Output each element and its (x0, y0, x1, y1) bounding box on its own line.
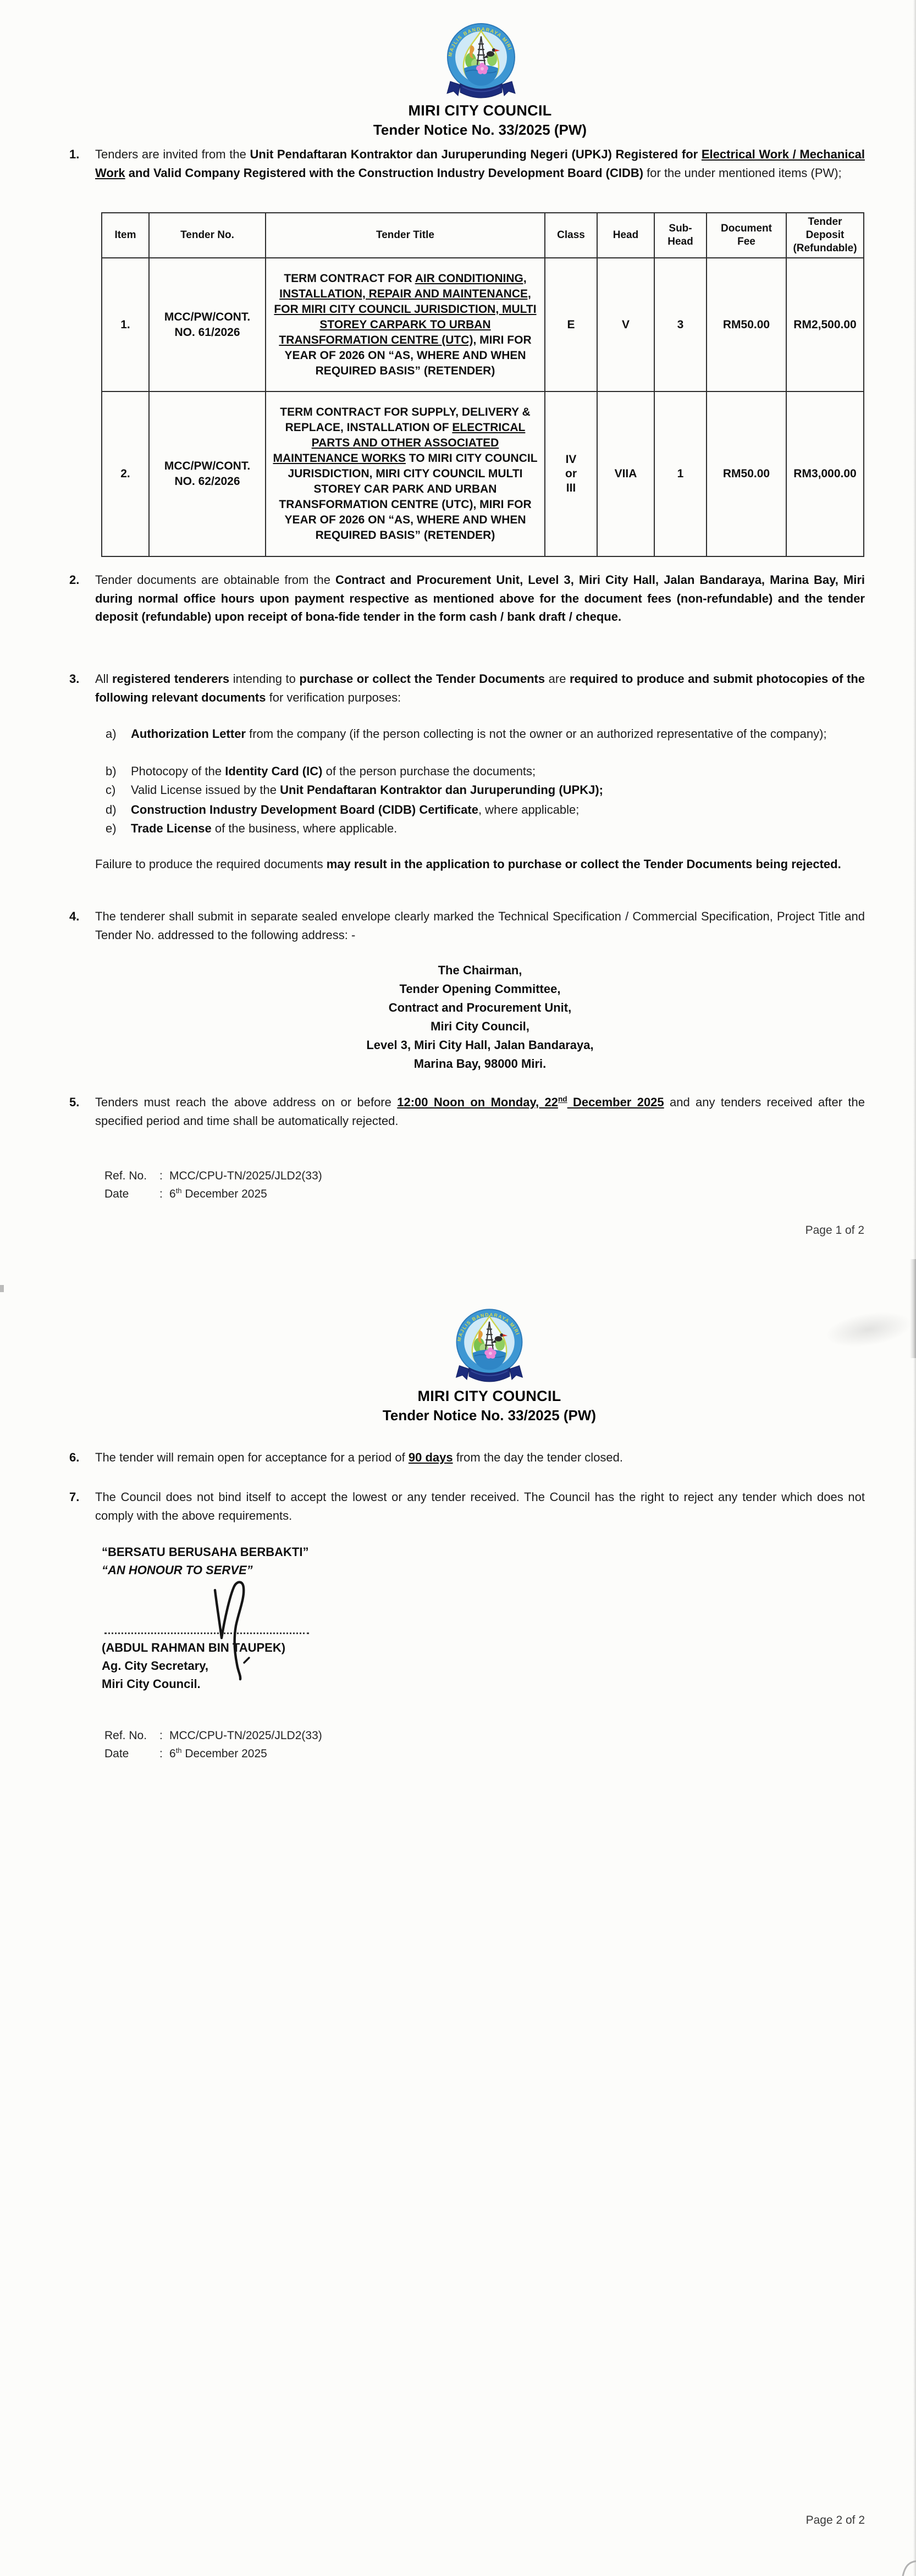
col-header-class: Class (545, 213, 597, 258)
ordinal-superscript: nd (558, 1095, 567, 1104)
title-run-underline: AIR CONDITIONING, INSTALLATION, REPAIR AND MAINTENANCE, FOR MIRI CITY COUNCIL JURISDICTION, MULTI STOREY CARPARK TO URBAN TRANSFORMATION CENTRE (UTC), (274, 272, 537, 346)
signatory-name: (ABDUL RAHMAN BIN TAUPEK) (102, 1641, 286, 1654)
ref-value: MCC/CPU-TN/2025/JLD2(33) (169, 1729, 322, 1742)
reference-block-page1 (104, 1167, 322, 1203)
miri-city-council-crest-logo (446, 1308, 532, 1388)
cell-tender-deposit: RM3,000.00 (786, 391, 864, 556)
title-run-underline: ELECTRICAL PARTS AND OTHER ASSOCIATED MAINTENANCE WORKS (273, 421, 526, 465)
signature-scribble (202, 1574, 257, 1686)
paragraph-number: 2. (69, 573, 80, 587)
address-line: Marina Bay, 98000 Miri. (413, 1057, 547, 1071)
text-run: The Council does not bind itself to accept the lowest or any tender received. The Council has the right to reject any tender which does not comply with the above requirements. (95, 1490, 865, 1523)
notice-title: Tender Notice No. 33/2025 (PW) (373, 122, 587, 138)
paragraph-number: 1. (69, 147, 80, 161)
text-run: The tender will remain open for acceptance for a period of (95, 1450, 409, 1464)
text-run: The tenderer shall submit in separate sealed envelope clearly marked the Technical Specification / Commercial Specification, Project Title and Tender No. addressed to the following address: - (95, 909, 865, 942)
text-run-bold: Contract and Procurement Unit, Level 3, Miri City Hall, Jalan Bandaraya, Marina Bay, Miri during normal office hours upon payment respective as mentioned above for the document fees (non-refundable) and the tender deposit (refundable) upon receipt of bona-fide tender in the form cash / bank draft / cheque. (95, 573, 865, 624)
text-run: intending to (229, 672, 300, 686)
cell-tender-no: MCC/PW/CONT. NO. 62/2026 (149, 391, 266, 556)
tender-items-table (101, 212, 864, 557)
deadline-bold-underline: December 2025 (567, 1095, 664, 1109)
text-run-bold: required to produce and submit photocopies of the following relevant documents (95, 672, 865, 704)
table-header-row (102, 213, 864, 258)
date-label: Date (104, 1747, 129, 1760)
cell-class (545, 258, 597, 391)
date-value (169, 1185, 267, 1203)
reference-block-page2 (104, 1726, 322, 1763)
cell-item: 2. (102, 391, 149, 556)
cell-tender-no: MCC/PW/CONT. NO. 61/2026 (149, 258, 266, 391)
cell-tender-title (266, 391, 545, 556)
signatory-title: Ag. City Secretary, (102, 1659, 209, 1673)
col-header-document-fee: Document Fee (707, 213, 786, 258)
signatory-block (102, 1639, 285, 1693)
paragraph-5 (69, 1093, 865, 1130)
text-run: , where applicable; (478, 803, 580, 817)
cell-class (545, 391, 597, 556)
ref-colon: : (159, 1747, 163, 1760)
class-line: E (567, 318, 575, 331)
motto-malay: “BERSATU BERUSAHA BERBAKTI” (102, 1545, 309, 1559)
text-run-bold: Identity Card (IC) (225, 764, 323, 778)
list-item-b (106, 762, 865, 781)
text-run: Failure to produce the required documents (95, 857, 327, 871)
deadline-bold-underline: 12:00 Noon on Monday, 22 (397, 1095, 558, 1109)
date-day: 6 (169, 1188, 176, 1200)
motto-english: “AN HONOUR TO SERVE” (102, 1563, 253, 1577)
text-run-bold: Unit Pendaftaran Kontraktor dan Juruperunding (UPKJ); (280, 783, 604, 797)
ref-colon: : (159, 1170, 163, 1182)
ordinal-superscript: th (175, 1746, 182, 1755)
list-item-c (106, 781, 865, 799)
title-run: TERM CONTRACT FOR (284, 272, 415, 285)
miri-city-council-crest-logo (437, 22, 525, 104)
list-item-a (106, 725, 865, 743)
list-letter: b) (106, 764, 117, 778)
list-letter: e) (106, 821, 117, 835)
text-run: of the business, where applicable. (211, 821, 398, 835)
text-run-bold: Unit Pendaftaran Kontraktor dan Juruperunding Negeri (UPKJ) Registered for (250, 147, 702, 161)
paragraph-2 (69, 571, 865, 626)
table-row (102, 391, 864, 556)
text-run: of the person purchase the documents; (322, 764, 536, 778)
paragraph-number: 5. (69, 1095, 80, 1109)
cell-head: V (597, 258, 654, 391)
ref-colon: : (159, 1729, 163, 1742)
page-number-2: Page 2 of 2 (805, 2514, 865, 2527)
cell-item: 1. (102, 258, 149, 391)
org-title: MIRI CITY COUNCIL (408, 102, 552, 119)
org-title: MIRI CITY COUNCIL (417, 1388, 561, 1404)
text-run: and any tenders received after the specified period and time shall be automatically rejected. (95, 1095, 865, 1128)
page-number-1: Page 1 of 2 (805, 1224, 864, 1237)
class-line: IV (565, 453, 577, 466)
cell-document-fee: RM50.00 (707, 391, 786, 556)
paragraph-3 (69, 670, 865, 707)
title-run: MIRI FOR YEAR OF 2026 ON “AS, WHERE AND WHEN REQUIRED BASIS” (RETENDER) (284, 333, 532, 377)
address-line: Miri City Council, (431, 1019, 529, 1033)
text-run-bold: Authorization Letter (131, 727, 246, 741)
cell-sub-head: 1 (654, 391, 707, 556)
text-run-bold: and Valid Company Registered with the Construction Industry Development Board (CIDB) (125, 166, 644, 180)
scan-smudge (823, 1306, 914, 1353)
text-run: Valid License issued by the (131, 783, 280, 797)
text-run: Tenders are invited from the (95, 147, 250, 161)
text-run-bold: registered tenderers (112, 672, 230, 686)
ref-value: MCC/CPU-TN/2025/JLD2(33) (169, 1170, 322, 1182)
text-run-bold: purchase or collect the Tender Documents (299, 672, 545, 686)
submission-address (44, 961, 916, 1073)
address-line: The Chairman, (438, 963, 522, 977)
text-run: Photocopy of the (131, 764, 225, 778)
cell-head: VIIA (597, 391, 654, 556)
date-value (169, 1745, 267, 1763)
date-month-year: December 2025 (181, 1747, 267, 1760)
date-row (104, 1745, 322, 1763)
address-line: Tender Opening Committee, (399, 982, 561, 996)
date-day: 6 (169, 1747, 176, 1760)
text-run-bold-underline: Electrical Work / Mechanical Work (95, 147, 865, 180)
ref-label: Ref. No. (104, 1170, 147, 1182)
text-run: for verification purposes: (266, 690, 401, 704)
text-run-bold: Trade License (131, 821, 212, 835)
cell-sub-head: 3 (654, 258, 707, 391)
ref-no-row (104, 1167, 322, 1185)
paragraph-number: 7. (69, 1490, 80, 1504)
scan-page-break-shadow (910, 1259, 916, 1358)
paragraph-7 (69, 1488, 865, 1525)
list-letter: a) (106, 727, 117, 741)
col-header-tender-no: Tender No. (149, 213, 266, 258)
list-item-d (106, 801, 865, 819)
paragraph-number: 4. (69, 909, 80, 923)
date-row (104, 1185, 322, 1203)
paragraph-4 (69, 907, 865, 944)
validity-bold-underline: 90 days (408, 1450, 453, 1464)
address-line: Contract and Procurement Unit, (388, 1001, 572, 1014)
paragraph-1 (69, 145, 865, 182)
notice-title: Tender Notice No. 33/2025 (PW) (382, 1407, 597, 1424)
col-header-sub-head: Sub-Head (654, 213, 707, 258)
text-run: All (95, 672, 112, 686)
col-header-tender-deposit: Tender Deposit (Refundable) (786, 213, 864, 258)
title-run: TO MIRI CITY COUNCIL JURISDICTION, MIRI CITY COUNCIL MULTI STOREY CAR PARK AND URBAN TRANSFORMATION CENTRE (UTC), MIRI FOR YEAR OF 2026 ON “AS, WHERE AND WHEN REQUIRED BASIS” (RETENDER) (279, 452, 538, 542)
list-item-e (106, 819, 865, 838)
ordinal-superscript: th (175, 1187, 182, 1195)
text-run: from the company (if the person collecting is not the owner or an authorized representative of the company); (246, 727, 827, 741)
date-month-year: December 2025 (181, 1188, 267, 1200)
scan-speck (0, 1285, 4, 1292)
text-run-bold: Construction Industry Development Board (CIDB) Certificate (131, 803, 478, 817)
text-run-bold: may result in the application to purchase or collect the Tender Documents being rejected. (326, 857, 841, 871)
list-letter: c) (106, 783, 116, 797)
table-row (102, 258, 864, 391)
cell-tender-deposit: RM2,500.00 (786, 258, 864, 391)
class-line: or (565, 467, 577, 480)
paragraph-number: 6. (69, 1450, 80, 1464)
text-run: Tenders must reach the above address on or before (95, 1095, 398, 1109)
text-run: Tender documents are obtainable from the (95, 573, 335, 587)
col-header-item: Item (102, 213, 149, 258)
page-corner-curl (880, 2540, 916, 2576)
text-run: for the under mentioned items (PW); (643, 166, 842, 180)
text-run: are (545, 672, 570, 686)
text-run: from the day the tender closed. (453, 1450, 623, 1464)
ref-colon: : (159, 1188, 163, 1200)
paragraph-number: 3. (69, 672, 80, 686)
ref-label: Ref. No. (104, 1729, 147, 1742)
date-label: Date (104, 1188, 129, 1200)
paragraph-6 (69, 1448, 865, 1467)
cell-tender-title (266, 258, 545, 391)
title-run: TERM CONTRACT FOR SUPPLY, DELIVERY & REPLACE, INSTALLATION OF (280, 406, 531, 434)
signatory-org: Miri City Council. (102, 1677, 201, 1691)
list-letter: d) (106, 803, 117, 817)
failure-note (95, 855, 865, 874)
col-header-tender-title: Tender Title (266, 213, 545, 258)
cell-document-fee: RM50.00 (707, 258, 786, 391)
col-header-head: Head (597, 213, 654, 258)
class-line: III (566, 482, 576, 494)
ref-no-row (104, 1726, 322, 1745)
address-line: Level 3, Miri City Hall, Jalan Bandaraya, (366, 1038, 594, 1052)
